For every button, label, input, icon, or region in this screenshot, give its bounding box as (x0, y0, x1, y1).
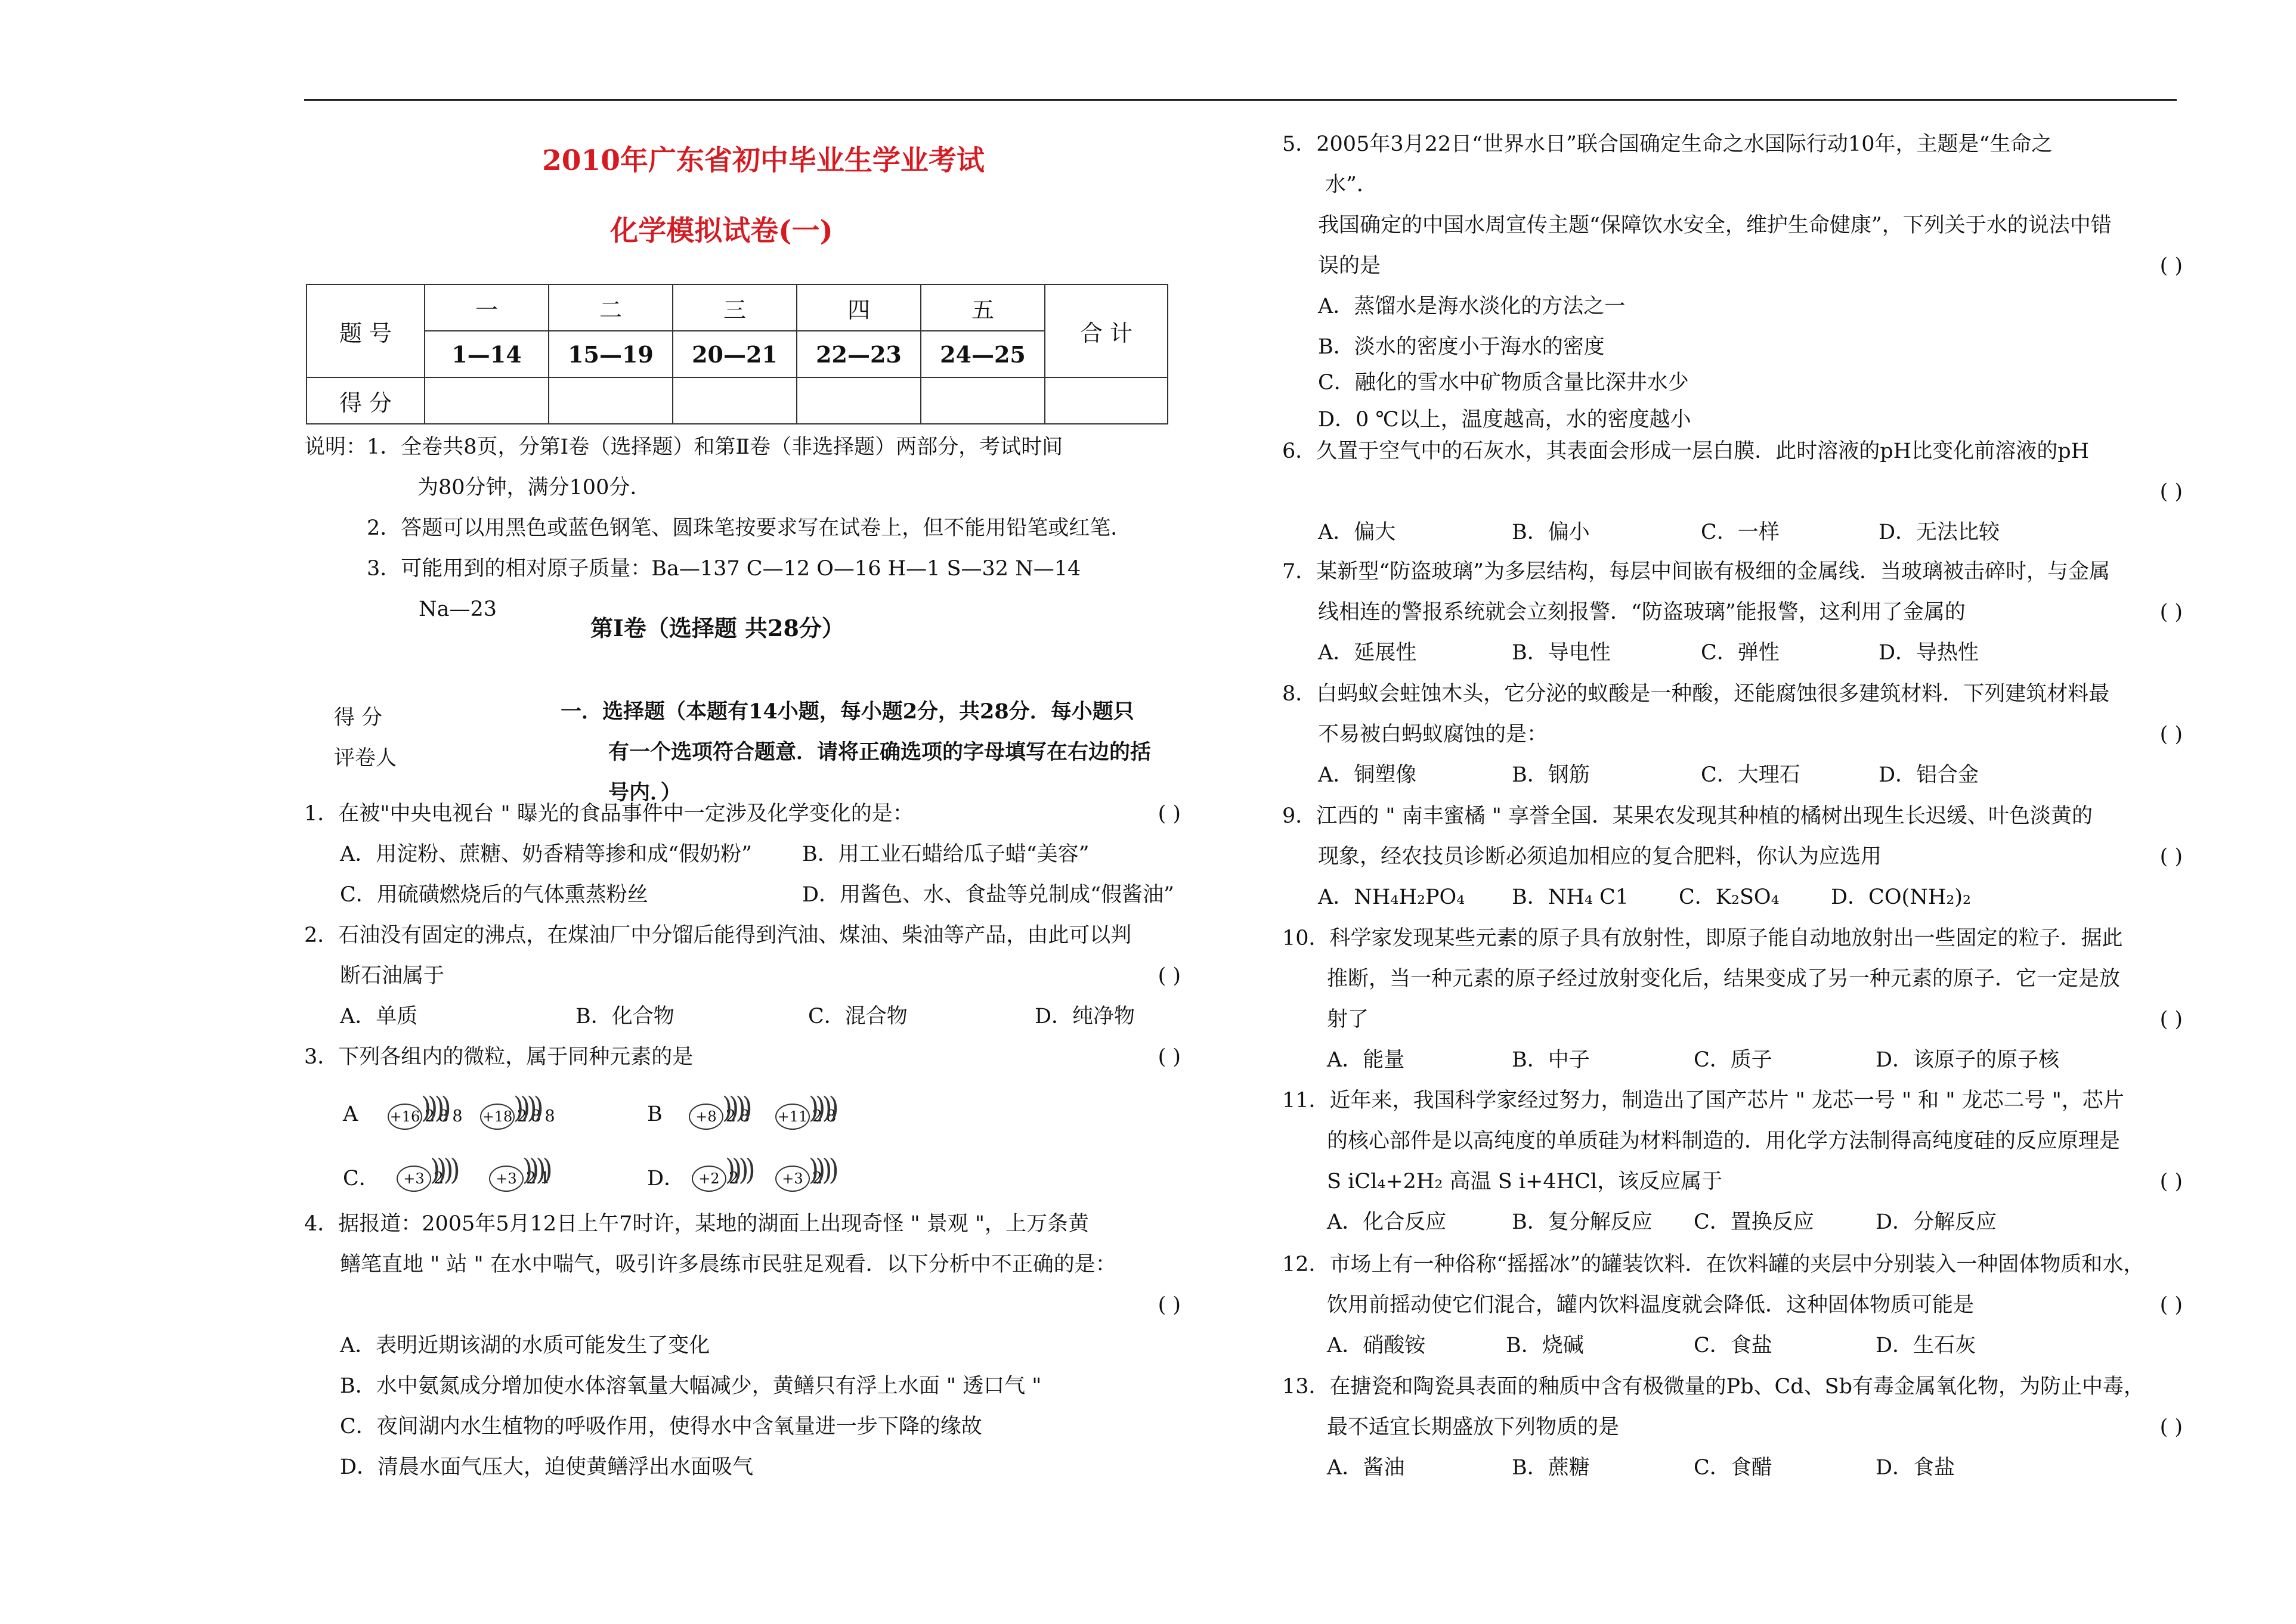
option-a: A．酱油 (1327, 1456, 1405, 1480)
question-9 (1282, 796, 2183, 918)
shell-label: )))) 2 (729, 1158, 742, 1199)
option-c: C．融化的雪水中矿物质含量比深井水少 (1318, 371, 1689, 395)
option-b: B．淡水的密度小于海水的密度 (1318, 335, 1605, 359)
option-a: A．用淀粉、蔗糖、奶香精等掺和成“假奶粉” (340, 842, 753, 866)
option-b: B．钢筋 (1512, 763, 1590, 787)
q-stem: 我国确定的中国水周宣传主题“保障饮水安全，维护生命健康”，下列关于水的说法中错 (1318, 213, 2112, 237)
option-b: B．蔗糖 (1512, 1456, 1590, 1480)
top-rule (304, 99, 2177, 101)
question-7 (1282, 551, 2183, 673)
total-label: 合 计 (1045, 284, 1168, 377)
col-num: 三 (673, 284, 797, 331)
answer-paren: ( ) (1158, 802, 1181, 826)
q-stem: 4．据报道：2005年5月12日上午7时许，某地的湖面上出现奇怪 " 景观 "，上万条黄 (304, 1212, 1089, 1236)
option-d: D．导热性 (1879, 641, 1979, 665)
q-stem: 8．白蚂蚁会蛀蚀木头，它分泌的蚁酸是一种酸，还能腐蚀很多建筑材料．下列建筑材料最 (1282, 682, 2110, 706)
note-3: 3．可能用到的相对原子质量：Ba—137 C—12 O—16 H—1 S—32 N—14 (367, 557, 1081, 581)
option-c: C．用硫磺燃烧后的气体熏蒸粉丝 (340, 883, 648, 907)
q-stem: 现象，经农技员诊断必须追加相应的复合肥料，你认为应选用 (1318, 845, 1882, 869)
q-stem: 线相连的警报系统就会立刻报警．“防盗玻璃”能报警，这利用了金属的 (1318, 600, 1966, 624)
q-stem: 最不适宜长期盛放下列物质的是 (1327, 1415, 1620, 1439)
score-cell (549, 377, 673, 424)
score-cell (673, 377, 797, 424)
col-range: 24—25 (921, 331, 1045, 377)
option-d: D．该原子的原子核 (1876, 1048, 2060, 1072)
q-stem: 3．下列各组内的微粒，属于同种元素的是 (304, 1045, 694, 1069)
nucleus-label: +16 (388, 1104, 422, 1130)
col-num: 一 (425, 284, 549, 331)
shell-label: )))) 288 (425, 1096, 466, 1137)
question-5 (1282, 124, 2183, 436)
option-b: B．化合物 (575, 1005, 674, 1028)
option-a: A．偏大 (1318, 520, 1396, 544)
option-d: D．分解反应 (1876, 1210, 1997, 1234)
q-stem: 12．市场上有一种俗称“摇摇冰”的罐装饮料．在饮料罐的夹层中分别装入一种固体物质和水， (1282, 1253, 2145, 1276)
option-c: C．食盐 (1694, 1334, 1772, 1358)
q-stem: 误的是 (1318, 254, 1381, 278)
question-6 (1282, 431, 2183, 553)
answer-paren: ( ) (2159, 480, 2183, 504)
atom-diagram (775, 1096, 840, 1137)
col-range: 15—19 (549, 331, 673, 377)
option-a: A．铜塑像 (1318, 763, 1417, 787)
answer-paren: ( ) (2159, 1008, 2183, 1031)
atom-diagram (689, 1096, 753, 1137)
option-c: C．一样 (1701, 520, 1780, 544)
note-2: 2．答题可以用黑色或蓝色钢笔、圆珠笔按要求写在试卷上，但不能用铅笔或红笔． (367, 516, 1132, 540)
atom-diagram (388, 1096, 466, 1137)
option-b: B．NH₄ C1 (1512, 885, 1629, 909)
nucleus-label: +3 (397, 1166, 431, 1192)
score-cell (797, 377, 921, 424)
instr-line: 一．选择题（本题有14小题，每小题2分，共28分．每小题只 (561, 699, 1134, 724)
instructions-notes (304, 427, 1234, 630)
option-c: C．弹性 (1701, 641, 1780, 665)
option-d: D．无法比较 (1879, 520, 2000, 544)
option-c: C．混合物 (808, 1005, 908, 1028)
option-a: A．能量 (1327, 1048, 1405, 1072)
option-d: D．0 ℃以上，温度越高，水的密度越小 (1318, 408, 1691, 432)
q-stem: 10．科学家发现某些元素的原子具有放射性，即原子能自动地放射出一些固定的粒子．据此 (1282, 926, 2123, 950)
q-stem: 水”． (1325, 173, 1378, 197)
answer-paren: ( ) (2159, 1415, 2183, 1439)
q-stem: 6．久置于空气中的石灰水，其表面会形成一层白膜．此时溶液的pH比变化前溶液的pH (1282, 439, 2090, 463)
option-a: A．延展性 (1318, 641, 1417, 665)
nucleus-label: +2 (692, 1166, 726, 1192)
shell-label: )))) 288 (517, 1096, 559, 1137)
nucleus-label: +8 (689, 1104, 723, 1130)
q-stem: 的核心部件是以高纯度的单质硅为材料制造的．用化学方法制得高纯度硅的反应原理是 (1327, 1129, 2121, 1153)
option-a: A．硝酸铵 (1327, 1334, 1426, 1358)
option-c: C．食醋 (1694, 1456, 1772, 1480)
option-c: C． (343, 1167, 380, 1191)
option-d: D．CO(NH₂)₂ (1831, 885, 1972, 909)
shell-label: )))) 21 (526, 1158, 553, 1199)
answer-paren: ( ) (2159, 254, 2183, 278)
note-1b: 为80分钟，满分100分． (417, 476, 651, 500)
q-stem: 饮用前摇动使它们混合，罐内饮料温度就会降低．这种固体物质可能是 (1327, 1293, 1975, 1317)
question-12 (1282, 1244, 2183, 1366)
answer-paren: ( ) (2159, 1170, 2183, 1194)
score-cell (425, 377, 549, 424)
instr-line: 号内．） (608, 780, 682, 805)
option-a: A．蒸馏水是海水淡化的方法之一 (1318, 295, 1626, 318)
note-1a: 说明：1．全卷共8页，分第Ⅰ卷（选择题）和第Ⅱ卷（非选择题）两部分，考试时间 (304, 435, 1063, 459)
col-num: 二 (549, 284, 673, 331)
q-stem: 不易被白蚂蚁腐蚀的是： (1318, 723, 1548, 746)
question-8 (1282, 674, 2183, 795)
atom-row-1 (304, 1077, 1163, 1142)
question-13 (1282, 1366, 2183, 1488)
row-label-score: 得 分 (307, 377, 425, 424)
q-stem: 鳝笔直地 " 站 " 在水中喘气，吸引许多晨练市民驻足观看．以下分析中不正确的是： (340, 1253, 1116, 1276)
row-label-number: 题 号 (307, 284, 425, 377)
option-b: B．用工业石蜡给瓜子蜡“美容” (802, 842, 1090, 866)
col-num: 五 (921, 284, 1045, 331)
col-range: 1—14 (425, 331, 549, 377)
question-3 (304, 1037, 1181, 1206)
option-c: C．K₂SO₄ (1679, 885, 1780, 909)
answer-paren: ( ) (1158, 1045, 1181, 1069)
q-stem: 13．在搪瓷和陶瓷具表面的釉质中含有极微量的Pb、Cd、Sb有毒金属氧化物，为防止中毒， (1282, 1375, 2145, 1399)
nucleus-label: +18 (480, 1104, 515, 1130)
q-stem: 断石油属于 (340, 964, 445, 988)
shell-label: )))) 28 (812, 1096, 840, 1137)
nucleus-label: +3 (489, 1166, 524, 1192)
option-d: D．清晨水面气压大，迫使黄鳝浮出水面吸气 (340, 1455, 754, 1479)
option-d: D．生石灰 (1876, 1334, 1976, 1358)
option-b: B．复分解反应 (1512, 1210, 1653, 1234)
score-box (334, 698, 397, 779)
q-stem: 2．石油没有固定的沸点，在煤油厂中分馏后能得到汽油、煤油、柴油等产品，由此可以判 (304, 923, 1132, 947)
option-a: A．化合反应 (1327, 1210, 1447, 1234)
shell-label: )))) 28 (726, 1096, 753, 1137)
answer-paren: ( ) (2159, 600, 2183, 624)
option-a: A．NH₄H₂PO₄ (1318, 885, 1465, 909)
option-d: D．食盐 (1876, 1456, 1955, 1480)
option-d: D．铝合金 (1879, 763, 1979, 787)
nucleus-label: +11 (775, 1104, 810, 1130)
option-a: A (343, 1102, 358, 1126)
atom-diagram (489, 1158, 553, 1199)
col-range: 22—23 (797, 331, 921, 377)
answer-paren: ( ) (2159, 845, 2183, 869)
shell-label: )))) 2 (434, 1158, 447, 1199)
option-c: C．置换反应 (1694, 1210, 1814, 1234)
option-b: B．偏小 (1512, 520, 1590, 544)
atom-diagram (480, 1096, 559, 1137)
exam-subtitle: 化学模拟试卷(一) (610, 215, 833, 247)
question-4 (304, 1204, 1181, 1487)
option-a: A．单质 (340, 1005, 418, 1028)
answer-paren: ( ) (2159, 1293, 2183, 1317)
q-stem: 推断，当一种元素的原子经过放射变化后，结果变成了另一种元素的原子．它一定是放 (1327, 967, 2121, 991)
answer-paren: ( ) (2159, 723, 2183, 746)
atom-row-2 (304, 1142, 1163, 1206)
option-c: C．大理石 (1701, 763, 1800, 787)
q-stem: 11．近年来，我国科学家经过努力，制造出了国产芯片 " 龙芯一号 " 和 " 龙芯二号 "，芯片 (1282, 1089, 2124, 1112)
note-4: Na—23 (419, 597, 497, 621)
option-d: D．用酱色、水、食盐等兑制成“假酱油” (802, 883, 1174, 907)
q-stem: 7．某新型“防盗玻璃”为多层结构，每层中间嵌有极细的金属线．当玻璃被击碎时，与金属 (1282, 560, 2111, 584)
shell-label: )))) 2 (812, 1158, 826, 1199)
option-d: D． (647, 1167, 685, 1191)
question-11 (1282, 1080, 2183, 1242)
question-10 (1282, 918, 2183, 1080)
atom-diagram (775, 1158, 826, 1199)
answer-paren: ( ) (1158, 1293, 1181, 1317)
instr-line: 有一个选项符合题意．请将正确选项的字母填写在右边的括 (608, 740, 1152, 764)
option-c: C．质子 (1694, 1048, 1772, 1072)
option-b: B (647, 1102, 663, 1126)
option-d: D．纯净物 (1035, 1005, 1135, 1028)
score-label: 得 分 (334, 706, 383, 730)
q-stem: S iCl₄+2H₂ 高温 S i+4HCl，该反应属于 (1327, 1170, 1723, 1194)
score-cell (1045, 377, 1168, 424)
reviewer-label: 评卷人 (334, 746, 397, 770)
option-a: A．表明近期该湖的水质可能发生了变化 (340, 1334, 710, 1358)
question-1 (304, 794, 1181, 915)
atom-diagram (397, 1158, 447, 1199)
col-num: 四 (797, 284, 921, 331)
score-cell (921, 377, 1045, 424)
col-range: 20—21 (673, 331, 797, 377)
option-b: B．导电性 (1512, 641, 1611, 665)
option-c: C．夜间湖内水生植物的呼吸作用，使得水中含氧量进一步下降的缘故 (340, 1415, 982, 1439)
option-b: B．水中氨氮成分增加使水体溶氧量大幅减少，黄鳝只有浮上水面 " 透口气 " (340, 1374, 1042, 1398)
option-b: B．烧碱 (1506, 1334, 1584, 1358)
section-title: 第Ⅰ卷（选择题 共28分） (590, 615, 844, 641)
answer-paren: ( ) (1158, 964, 1181, 988)
q-stem: 9．江西的 " 南丰蜜橘 " 享誉全国．某果农发现其种植的橘树出现生长迟缓、叶色淡黄的 (1282, 804, 2093, 828)
exam-title: 2010年广东省初中毕业生学业考试 (542, 144, 985, 177)
option-b: B．中子 (1512, 1048, 1590, 1072)
question-2 (304, 915, 1181, 1037)
q-stem: 5．2005年3月22日“世界水日”联合国确定生命之水国际行动10年，主题是“生命之 (1282, 132, 2053, 156)
q-stem: 1．在被"中央电视台 " 曝光的食品事件中一定涉及化学变化的是： (304, 802, 914, 826)
q-stem: 射了 (1327, 1008, 1369, 1031)
atom-diagram (692, 1158, 742, 1199)
nucleus-label: +3 (775, 1166, 810, 1192)
score-table (306, 284, 1168, 424)
